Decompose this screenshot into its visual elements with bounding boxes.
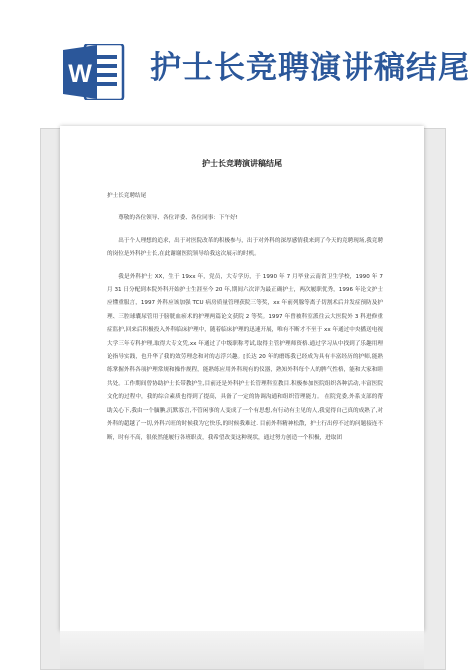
document-title: 护士长竞聘演讲稿结尾 (202, 159, 282, 168)
document-body (107, 190, 383, 445)
banner-title: 护士长竞聘演讲稿结尾 (150, 50, 470, 86)
document-greeting: 尊敬的各位领导、各位评委、各位同事：下午好! (118, 215, 238, 222)
document-heading: 护士长竞聘结尾 (107, 193, 147, 199)
banner-header (0, 0, 474, 130)
document-paragraph: 我是外科护士 XX，生于 19xx 年，党员，大专学历，于 1990 年 7 月毕业云南省卫生学校，1990 年 7 月 31 日分配到本院外科开始护士生涯至今 20 年,期间六次评为最正确护士，两次履职优秀，1996 年论文护士应懂重服言，1997 外科应该加强 TCU 病房质量管理获院三等奖，xx 年前列腺等离子切割术后并发症预防及护理、三腔球囊尿管用于膀胱血瘀术的护理两篇论文获院 2 等奖。1997 年曾被科室派往云大医院外 3 科进修重症监护,回来后积极投入外科临床护理中，随着临床护理的迅速开展，唯有不断才不至于 xx 年通过中央播送电视大学三年专科护理,取得大专文凭,xx 年通过了中级职称考试,取得主管护理师资格.通过学习从中找到了乐趣用理论指导实践，也升华了我的效劳理念和对的志浮兴趣。[长达 20 年的磨练我已经成为具有丰富经历的护师,能熟练掌握外科各项护理常规和操作规程，能熟练应用外科现有的仪器，熟知外科每个人的脾气性格，能和大家和睦共处。工作期间曾协助护士长带教护生,目前还是外科护士长管理科室教目.积极参加医院组织各种活动,丰富医院文化的过程中，我的综合素质也得到了提高，具备了一定的协调沟通和组织管理能力。 在院党委,外系支部的帮助关心下,我由一个腼腆,沉默寡言,不管闲事的人变成了一个有思想,有行动有主见的人,我觉得自己真的成熟了,对外科的超越了一切,外科兴旺的时候我为它快乐,的时候我难过. 目前外科精神松散，护士行出停不过的问题接连不断，时有不高，很依然能履行各班职责，我希望改变这种现状，通过努力创造一个积极，进取团 (107, 273, 383, 441)
document-paragraph: 出于个人理想的追求，出于对医院改革的积极参与，出于对外科的深厚感情我来到了今天的竞聘现场,我竞聘的岗位是外科护士长,在此谢谢医院领导给我这次展示的时机。 (107, 237, 383, 258)
word-logo-letter: W (68, 60, 92, 88)
word-doc-icon (63, 44, 125, 100)
page-fold (60, 631, 424, 669)
document-page (60, 126, 424, 631)
